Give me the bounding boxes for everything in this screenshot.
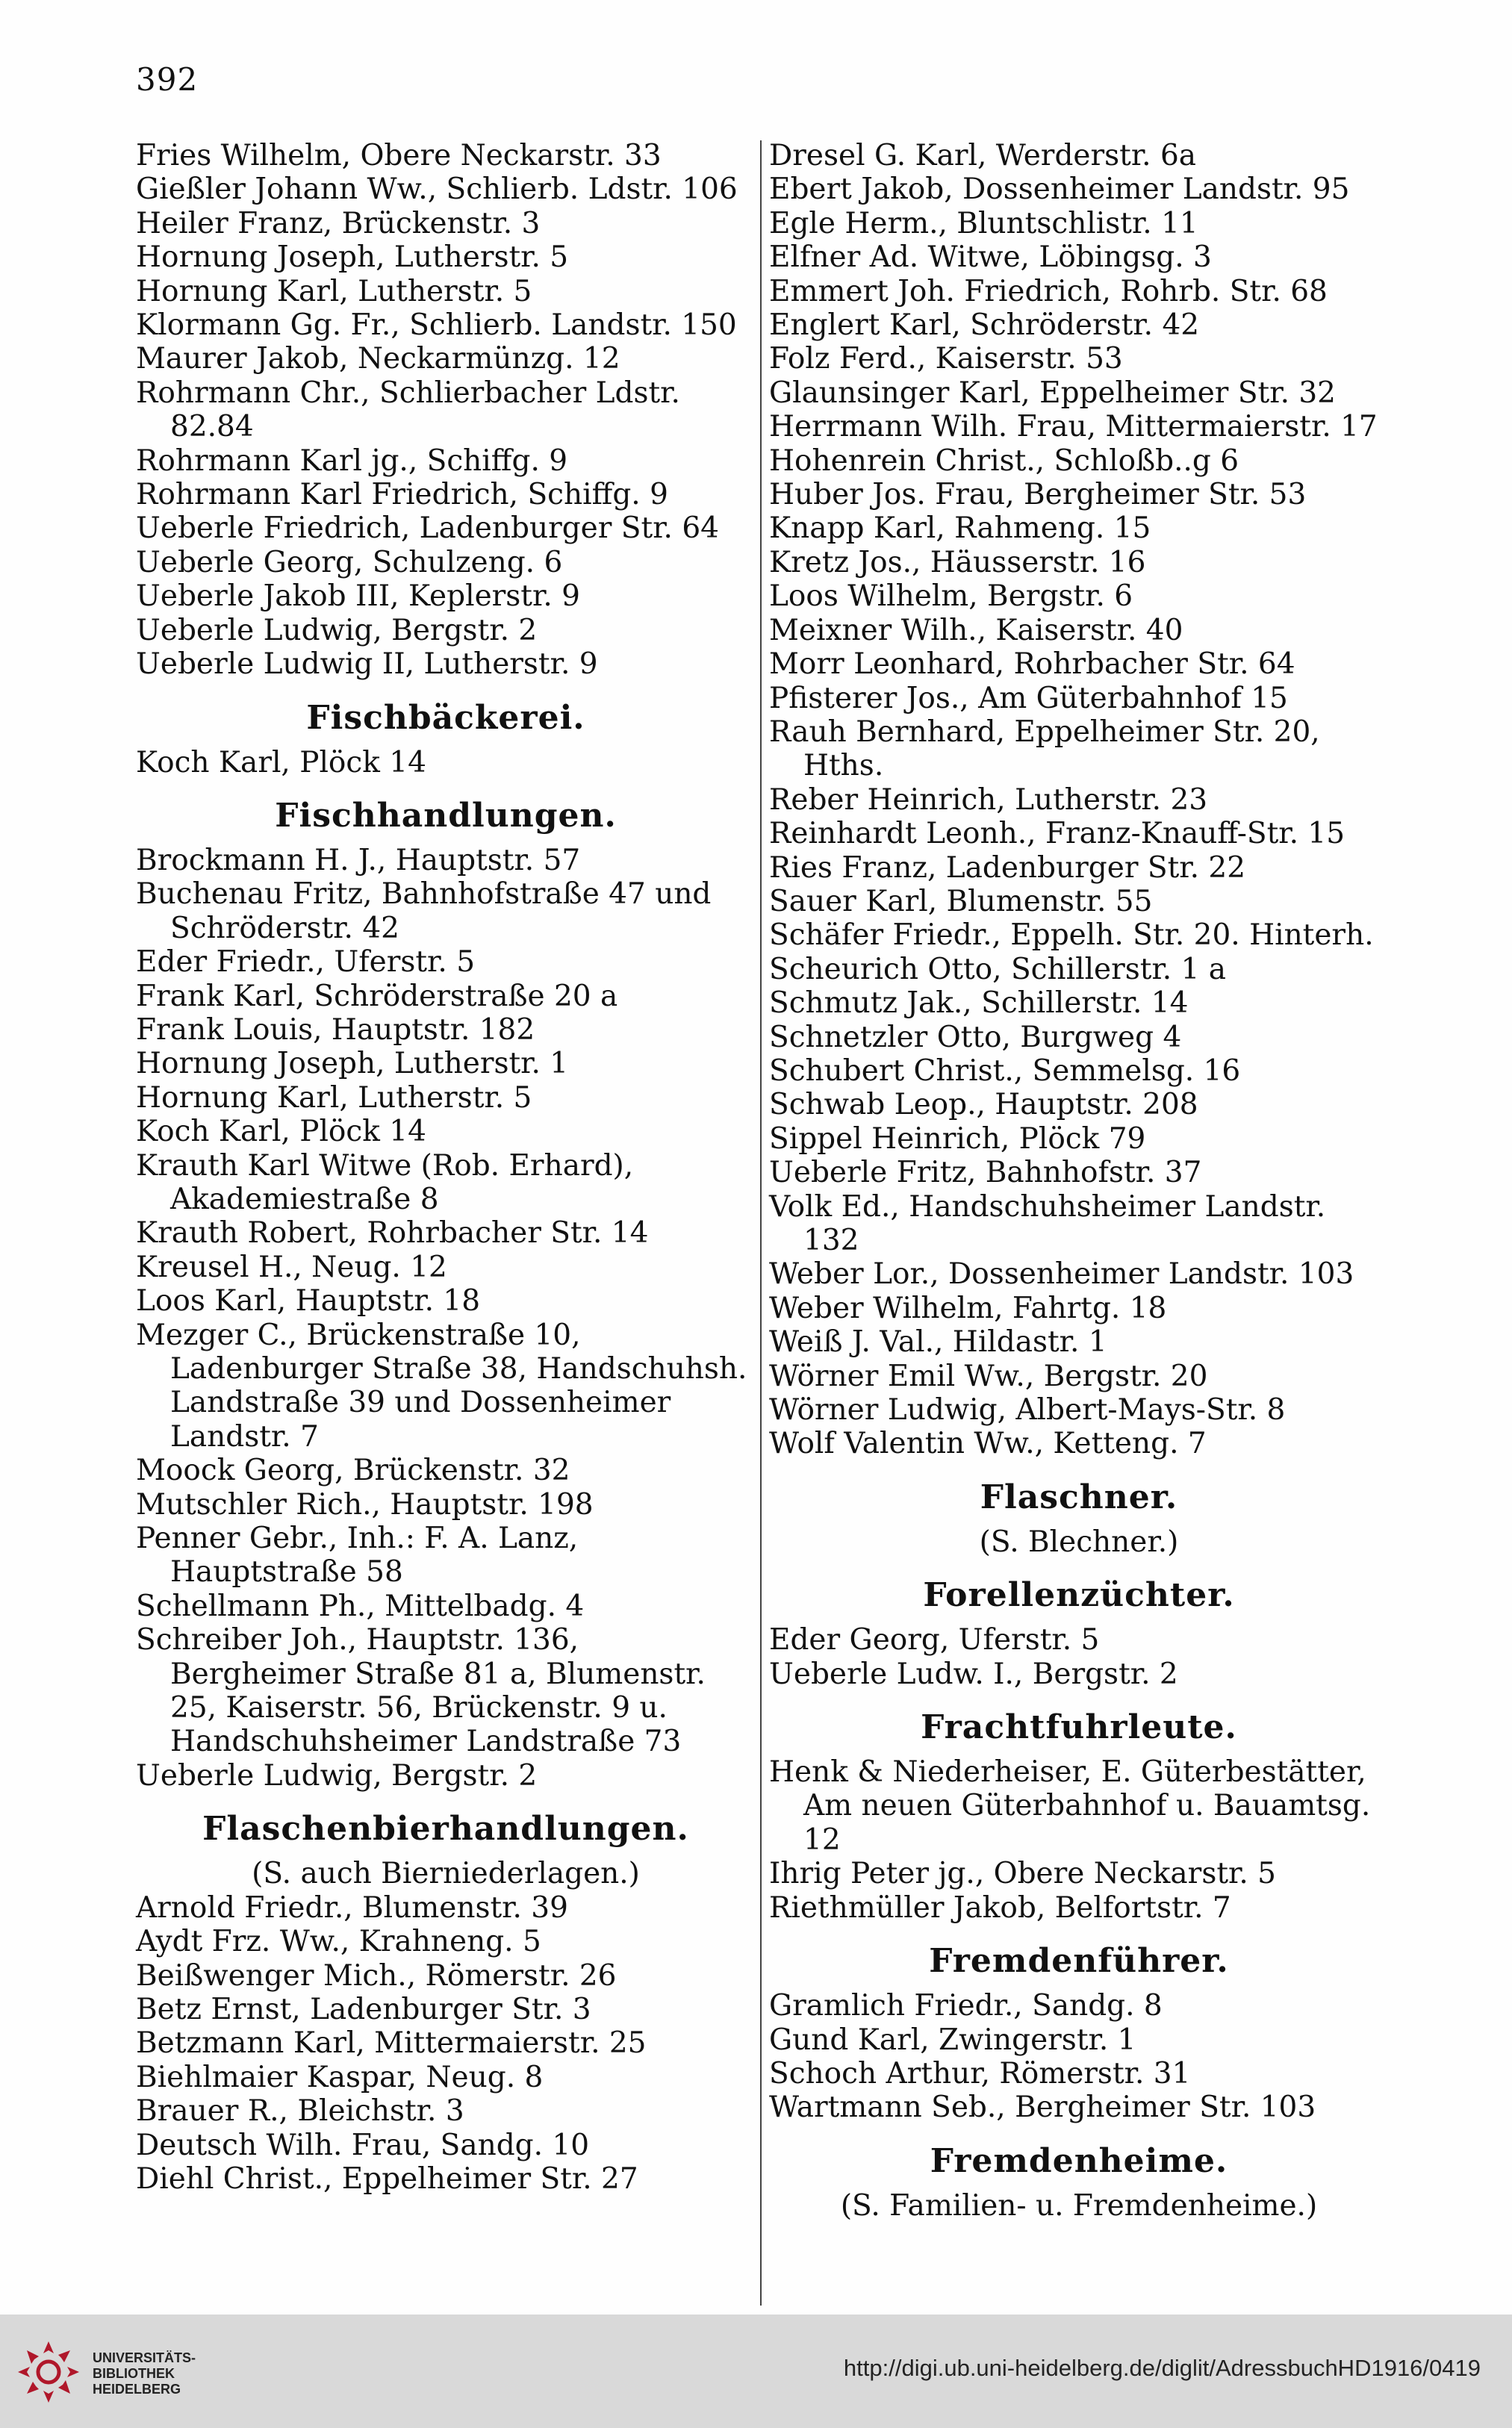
directory-entry: Brauer R., Bleichstr. 3 [136,2094,464,2129]
directory-entry: Volk Ed., Handschuhsheimer Landstr. 132 [769,1189,1326,1257]
directory-entry: Betzmann Karl, Mittermaierstr. 25 [136,2026,647,2061]
directory-entry: Hornung Karl, Lutherstr. 5 [136,274,532,308]
directory-entry: Kretz Jos., Häusserstr. 16 [769,545,1146,579]
cross-reference: (S. Familien- u. Fremdenheime.) [840,2188,1318,2223]
directory-entry: Weber Lor., Dossenheimer Landstr. 103 [769,1257,1354,1292]
directory-entry: Ries Franz, Ladenburger Str. 22 [769,850,1246,885]
directory-entry: Arnold Friedr., Blumenstr. 39 [136,1890,568,1925]
library-name-line: BIBLIOTHEK [93,2366,175,2381]
directory-entry: Fries Wilhelm, Obere Neckarstr. 33 [136,139,662,172]
directory-entry: Hohenrein Christ., Schloßb..g 6 [769,443,1239,478]
directory-entry: Ueberle Friedrich, Ladenburger Str. 64 [136,511,719,546]
directory-entry: Ueberle Ludwig, Bergstr. 2 [136,1758,538,1793]
directory-entry: Rohrmann Chr., Schlierbacher Ldstr. 82.84 [136,376,680,444]
directory-entry: Meixner Wilh., Kaiserstr. 40 [769,613,1183,647]
section-heading: Flaschenbierhandlungen. [202,1810,689,1849]
directory-entry: Maurer Jakob, Neckarmünzg. 12 [136,342,620,376]
library-name [93,2350,196,2397]
directory-entry: Eder Friedr., Uferstr. 5 [136,945,476,980]
footer-bar [0,2315,1512,2428]
directory-entry: Ueberle Ludwig, Bergstr. 2 [136,613,538,647]
directory-entry: Brockmann H. J., Hauptstr. 57 [136,843,581,877]
section-heading: Flaschner. [980,1478,1178,1516]
section-heading: Fischhandlungen. [275,796,617,835]
directory-entry: Hornung Karl, Lutherstr. 5 [136,1080,532,1115]
directory-entry: Rauh Bernhard, Eppelheimer Str. 20, Hths. [769,715,1320,783]
directory-entry: Krauth Karl Witwe (Rob. Erhard), Akademiestraße 8 [136,1148,634,1216]
directory-entry: Hornung Joseph, Lutherstr. 5 [136,240,569,275]
directory-entry: Schwab Leop., Hauptstr. 208 [769,1088,1198,1122]
directory-entry: Schoch Arthur, Römerstr. 31 [769,2056,1191,2091]
directory-entry: Dresel G. Karl, Werderstr. 6a [769,139,1197,172]
directory-entry: Weiß J. Val., Hildastr. 1 [769,1325,1107,1360]
directory-entry: Folz Ferd., Kaiserstr. 53 [769,342,1123,376]
directory-entry: Weber Wilhelm, Fahrtg. 18 [769,1291,1167,1325]
directory-entry: Penner Gebr., Inh.: F. A. Lanz, Hauptstraße 58 [136,1522,579,1590]
directory-entry: Koch Karl, Plöck 14 [136,745,426,779]
directory-entry: Herrmann Wilh. Frau, Mittermaierstr. 17 [769,410,1378,444]
section-heading: Fischbäckerei. [306,698,585,737]
directory-entry: Rohrmann Karl jg., Schiffg. 9 [136,443,568,478]
directory-entry: Gramlich Friedr., Sandg. 8 [769,1989,1163,2023]
directory-entry: Schnetzler Otto, Burgweg 4 [769,1020,1182,1054]
directory-entry: Eder Georg, Uferstr. 5 [769,1623,1100,1657]
directory-entry: Hornung Joseph, Lutherstr. 1 [136,1047,569,1081]
directory-entry: Gießler Johann Ww., Schlierb. Ldstr. 106 [136,172,738,207]
directory-entry: Aydt Frz. Ww., Krahneng. 5 [136,1925,541,1959]
directory-entry: Beißwenger Mich., Römerstr. 26 [136,1958,617,1993]
directory-entry: Ueberle Ludwig II, Lutherstr. 9 [136,647,598,682]
directory-entry: Emmert Joh. Friedrich, Rohrb. Str. 68 [769,274,1328,308]
directory-entry: Koch Karl, Plöck 14 [136,1115,426,1149]
directory-entry: Diehl Christ., Eppelheimer Str. 27 [136,2161,638,2196]
directory-entry: Schäfer Friedr., Eppelh. Str. 20. Hinterh. [769,918,1374,953]
directory-entry: Rohrmann Karl Friedrich, Schiffg. 9 [136,478,668,512]
section-heading: Fremdenheime. [930,2141,1228,2180]
directory-entry: Moock Georg, Brückenstr. 32 [136,1454,570,1488]
directory-entry: Wartmann Seb., Bergheimer Str. 103 [769,2091,1316,2125]
directory-entry: Frank Louis, Hauptstr. 182 [136,1012,535,1047]
directory-entry: Ueberle Jakob III, Keplerstr. 9 [136,579,580,614]
directory-entry: Englert Karl, Schröderstr. 42 [769,308,1200,343]
directory-entry: Mutschler Rich., Hauptstr. 198 [136,1487,594,1522]
directory-entry: Scheurich Otto, Schillerstr. 1 a [769,952,1227,986]
page-number: 392 [136,61,199,98]
directory-entry: Ihrig Peter jg., Obere Neckarstr. 5 [769,1857,1276,1891]
directory-entry: Schellmann Ph., Mittelbadg. 4 [136,1589,585,1623]
directory-entry: Frank Karl, Schröderstraße 20 a [136,979,618,1013]
directory-entry: Loos Wilhelm, Bergstr. 6 [769,579,1133,614]
directory-entry: Loos Karl, Hauptstr. 18 [136,1284,481,1319]
directory-entry: Wörner Ludwig, Albert-Mays-Str. 8 [769,1393,1286,1428]
cross-reference: (S. auch Bierniederlagen.) [252,1857,640,1891]
library-name-line: UNIVERSITÄTS- [93,2350,196,2365]
directory-entry: Elfner Ad. Witwe, Löbingsg. 3 [769,240,1212,275]
directory-entry: Morr Leonhard, Rohrbacher Str. 64 [769,647,1295,682]
directory-entry: Mezger C., Brückenstraße 10, Ladenburger Straße 38, Handschuhsh. Landstraße 39 und Dossenheimer Landstr. 7 [136,1318,747,1454]
directory-entry: Klormann Gg. Fr., Schlierb. Landstr. 150 [136,308,737,343]
directory-entry: Huber Jos. Frau, Bergheimer Str. 53 [769,478,1307,512]
section-heading: Fremdenführer. [929,1942,1229,1981]
directory-entry: Ueberle Fritz, Bahnhofstr. 37 [769,1156,1202,1190]
directory-entry: Gund Karl, Zwingerstr. 1 [769,2023,1136,2057]
column-rule [760,140,762,2306]
directory-entry: Wolf Valentin Ww., Ketteng. 7 [769,1427,1207,1461]
source-url-link[interactable]: http://digi.ub.uni-heidelberg.de/diglit/AdressbuchHD1916/0419 [843,2355,1481,2381]
directory-entry: Buchenau Fritz, Bahnhofstraße 47 und Schröderstr. 42 [136,877,712,945]
directory-entry: Egle Herm., Bluntschlistr. 11 [769,206,1198,240]
directory-entry: Wörner Emil Ww., Bergstr. 20 [769,1359,1208,1393]
directory-entry: Knapp Karl, Rahmeng. 15 [769,511,1151,546]
directory-entry: Schmutz Jak., Schillerstr. 14 [769,986,1189,1021]
directory-entry: Ebert Jakob, Dossenheimer Landstr. 95 [769,172,1350,207]
directory-entry: Reber Heinrich, Lutherstr. 23 [769,782,1208,817]
directory-entry: Riethmüller Jakob, Belfortstr. 7 [769,1890,1231,1925]
directory-entry: Pfisterer Jos., Am Güterbahnhof 15 [769,681,1288,715]
directory-entry: Sippel Heinrich, Plöck 79 [769,1121,1146,1156]
directory-entry: Glaunsinger Karl, Eppelheimer Str. 32 [769,376,1336,410]
library-name-line: HEIDELBERG [93,2382,181,2397]
directory-entry: Sauer Karl, Blumenstr. 55 [769,884,1153,918]
directory-entry: Betz Ernst, Ladenburger Str. 3 [136,1992,591,2026]
right-column [769,139,1389,2223]
directory-entry: Henk & Niederheiser, E. Güterbestätter, Am neuen Güterbahnhof u. Bauamtsg. 12 [769,1755,1371,1857]
directory-entry: Reinhardt Leonh., Franz-Knauff-Str. 15 [769,817,1345,851]
directory-entry: Biehlmaier Kaspar, Neug. 8 [136,2060,544,2094]
directory-entry: Schubert Christ., Semmelsg. 16 [769,1053,1241,1088]
section-heading: Frachtfuhrleute. [921,1708,1237,1747]
section-heading: Forellenzüchter. [923,1576,1235,1615]
directory-entry: Krauth Robert, Rohrbacher Str. 14 [136,1216,649,1251]
directory-entry: Ueberle Georg, Schulzeng. 6 [136,545,563,579]
directory-entry: Ueberle Ludw. I., Bergstr. 2 [769,1657,1178,1691]
directory-entry: Kreusel H., Neug. 12 [136,1250,447,1284]
library-logo-icon [15,2338,82,2406]
directory-entry: Schreiber Joh., Hauptstr. 136, Bergheimer Straße 81 a, Blumenstr. 25, Kaiserstr. 56, Brückenstr. 9 u. Handschuhsheimer Landstraße 73 [136,1623,706,1759]
cross-reference: (S. Blechner.) [979,1525,1179,1559]
directory-entry: Heiler Franz, Brückenstr. 3 [136,206,541,240]
left-column [136,139,756,2196]
directory-entry: Deutsch Wilh. Frau, Sandg. 10 [136,2128,590,2162]
